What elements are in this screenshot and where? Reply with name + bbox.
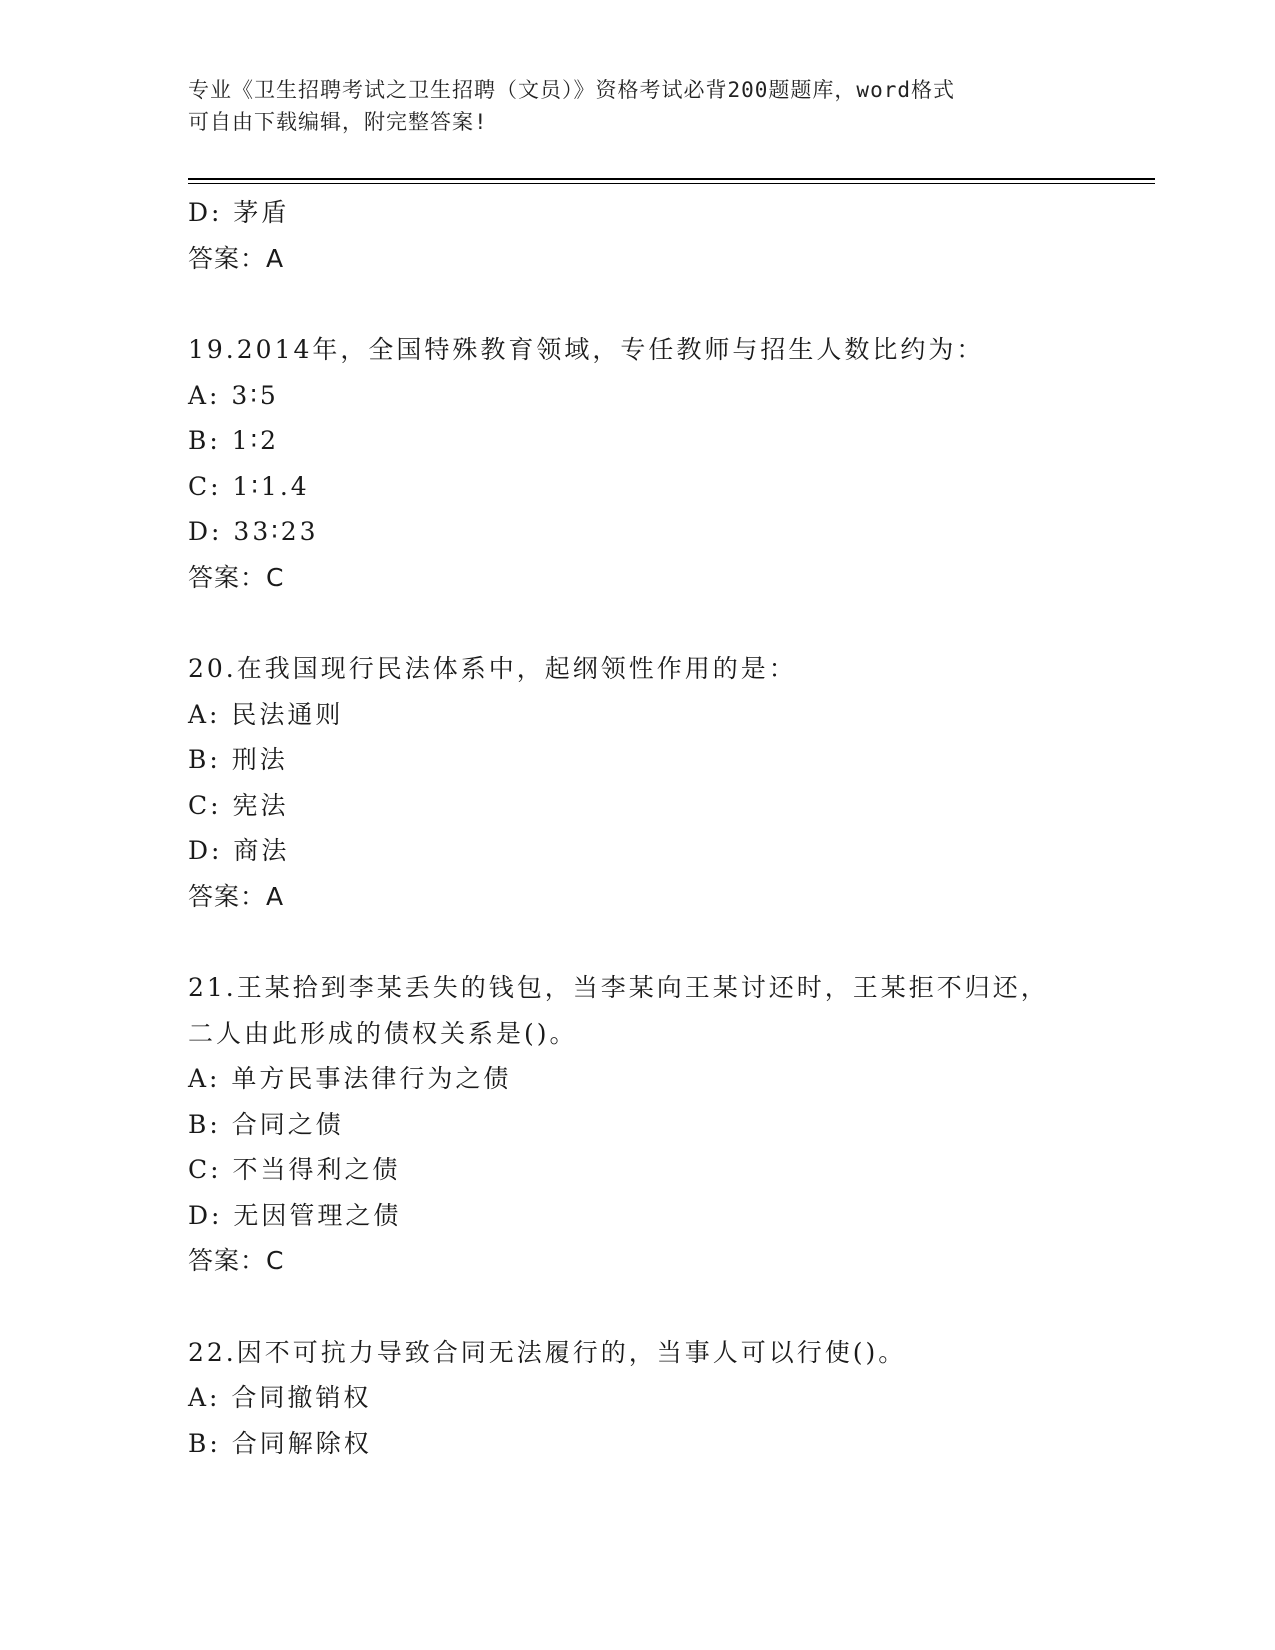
header-title-line1: 专业《卫生招聘考试之卫生招聘（文员）》资格考试必背200题题库，word格式 xyxy=(188,78,955,102)
q20-option-d: D: 商法 xyxy=(188,836,290,865)
document-header xyxy=(188,74,1068,138)
q21-option-b: B: 合同之债 xyxy=(188,1109,344,1139)
q21-option-c: C: 不当得利之债 xyxy=(188,1155,401,1184)
question-19 xyxy=(188,327,1088,600)
question-22 xyxy=(188,1330,1088,1467)
q21-answer: 答案：C xyxy=(188,1246,285,1275)
spacer xyxy=(188,919,1088,965)
q20-answer: 答案：A xyxy=(188,881,285,911)
q19-option-b: B: 1∶2 xyxy=(188,426,280,455)
header-divider-thick xyxy=(188,178,1155,180)
q19-option-a: A: 3∶5 xyxy=(188,380,279,410)
spacer xyxy=(188,281,1088,327)
q19-stem: 19.2014年，全国特殊教育领域，专任教师与招生人数比约为： xyxy=(188,335,985,364)
q21-stem-line2: 二人由此形成的债权关系是()。 xyxy=(188,1018,578,1048)
question-18-tail xyxy=(188,190,1088,281)
q21-option-d: D: 无因管理之债 xyxy=(188,1200,402,1230)
q22-option-a: A: 合同撤销权 xyxy=(188,1383,372,1412)
q20-stem: 20.在我国现行民法体系中，起纲领性作用的是： xyxy=(188,654,797,683)
q21-stem-line1: 21.王某拾到李某丢失的钱包，当李某向王某讨还时，王某拒不归还， xyxy=(188,973,1049,1002)
q18-option-d: D: 茅盾 xyxy=(188,198,290,227)
question-21 xyxy=(188,965,1088,1284)
header-title-line2: 可自由下载编辑，附完整答案! xyxy=(188,110,488,134)
q18-answer: 答案：A xyxy=(188,243,285,273)
q22-option-b: B: 合同解除权 xyxy=(188,1428,372,1458)
spacer xyxy=(188,600,1088,646)
spacer xyxy=(188,1284,1088,1330)
q19-answer: 答案：C xyxy=(188,562,285,592)
q19-option-d: D: 33∶23 xyxy=(188,517,319,546)
question-20 xyxy=(188,646,1088,919)
question-list xyxy=(188,190,1088,1466)
q20-option-a: A: 民法通则 xyxy=(188,699,344,729)
q22-stem: 22.因不可抗力导致合同无法履行的，当事人可以行使()。 xyxy=(188,1337,907,1367)
q19-option-c: C: 1∶1.4 xyxy=(188,471,310,501)
q20-option-c: C: 宪法 xyxy=(188,790,289,820)
q20-option-b: B: 刑法 xyxy=(188,745,288,774)
q21-option-a: A: 单方民事法律行为之债 xyxy=(188,1064,512,1093)
header-divider-thin xyxy=(188,183,1155,184)
